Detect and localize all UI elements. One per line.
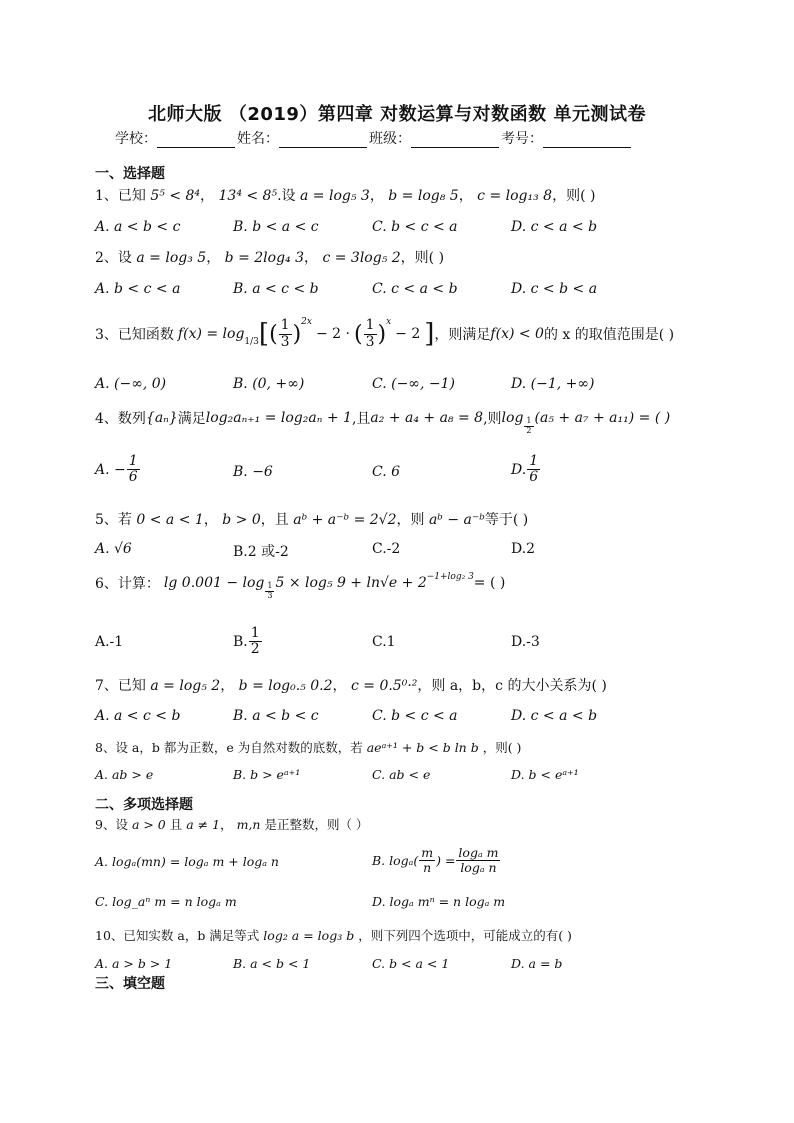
- option-c[interactable]: C. c < a < b: [372, 281, 458, 297]
- question-7: 7、已知 a = log₅ 2， b = log₀.₅ 0.2， c = 0.5⁰·²，则 a，b，c 的大小关系为( ): [95, 678, 607, 694]
- page-title: 北师大版 （2019）第四章 对数运算与对数函数 单元测试卷: [148, 104, 646, 125]
- section-multi-choice-heading: 二、多项选择题: [95, 797, 193, 813]
- option-a[interactable]: A. − $\frac{1}{6}$: [95, 453, 138, 486]
- option-c[interactable]: C. 6: [372, 464, 401, 480]
- number-blank[interactable]: [543, 131, 631, 148]
- option-a[interactable]: A. b < c < a: [95, 281, 181, 297]
- question-4: 4、数列 {aₙ} 满足 log₂aₙ₊₁ = log₂aₙ + 1 ,且 a₂ + a₄ + a₈ = 8 ,则 log $\frac{1}{2}$ (a₅ + a₇ + a₁₁) = ( ): [95, 410, 671, 435]
- school-blank[interactable]: [157, 131, 235, 148]
- question-8: 8、设 a，b 都为正数，e 为自然对数的底数，若 aeᵃ⁺¹ + b < b ln b ，则( ): [95, 740, 522, 755]
- option-a[interactable]: A. a > b > 1: [95, 956, 173, 971]
- option-b[interactable]: B. a < b < c: [233, 708, 319, 724]
- option-b[interactable]: B. b < a < c: [233, 219, 319, 235]
- option-c[interactable]: C. b < a < 1: [372, 956, 450, 971]
- question-7-options: [95, 708, 695, 736]
- question-5-options: [95, 541, 695, 569]
- option-a[interactable]: A. √6: [95, 541, 132, 557]
- option-b[interactable]: B. a < c < b: [233, 281, 319, 297]
- option-b[interactable]: B. (0, +∞): [233, 376, 305, 392]
- section-fill-blank-heading: 三、填空题: [95, 976, 165, 992]
- option-d[interactable]: D. b < eᵃ⁺¹: [511, 767, 579, 782]
- class-label: 班级：: [369, 131, 411, 147]
- question-9: 9、设 a > 0 且 a ≠ 1， m,n 是正整数，则（ ）: [95, 817, 369, 832]
- question-3-options: [95, 376, 695, 404]
- question-8-options: [95, 767, 695, 795]
- option-b[interactable]: B.2 或-2: [233, 544, 289, 560]
- section-choice-heading: 一、选择题: [95, 166, 165, 182]
- question-1-options: [95, 219, 695, 247]
- option-a[interactable]: A. a < b < c: [95, 219, 181, 235]
- option-a[interactable]: A. logₐ(mn) = logₐ m + logₐ n: [95, 854, 279, 869]
- option-d[interactable]: D. $\frac{1}{6}$: [511, 453, 539, 486]
- option-c[interactable]: C.-2: [372, 541, 401, 557]
- name-blank[interactable]: [279, 131, 367, 148]
- question-6: 6、计算： lg 0.001 − log $\frac{1}{3}$ 5 × log₅ 9 + ln√e + 2 $^{-1+log_2 3}$ = ( ): [95, 572, 506, 600]
- question-10-options: [95, 956, 695, 984]
- option-d[interactable]: D. (−1, +∞): [511, 376, 595, 392]
- option-b[interactable]: B. b > eᵃ⁺¹: [233, 767, 301, 782]
- option-c[interactable]: C. log_aⁿ m = n logₐ m: [95, 894, 237, 909]
- number-label: 考号：: [501, 131, 543, 147]
- option-c[interactable]: C. b < c < a: [372, 708, 458, 724]
- question-4-options: [95, 454, 695, 494]
- question-1: 1、已知 5⁵ < 8⁴， 13⁴ < 8⁵.设 a = log₅ 3， b = log₈ 5， c = log₁₃ 8，则( ): [95, 188, 596, 204]
- question-6-options: [95, 626, 695, 666]
- option-d[interactable]: D. a = b: [511, 956, 563, 971]
- option-a[interactable]: A. a < c < b: [95, 708, 181, 724]
- option-c[interactable]: C. b < c < a: [372, 219, 458, 235]
- option-d[interactable]: D. c < a < b: [511, 708, 598, 724]
- option-d[interactable]: D. c < a < b: [511, 219, 598, 235]
- option-b[interactable]: B. $\frac{1}{2}$: [233, 625, 260, 658]
- option-d[interactable]: D. logₐ mⁿ = n logₐ m: [372, 894, 506, 909]
- option-c[interactable]: C. ab < e: [372, 767, 431, 782]
- option-a[interactable]: A. (−∞, 0): [95, 376, 167, 392]
- question-5: 5、若 0 < a < 1， b > 0，且 aᵇ + a⁻ᵇ = 2√2，则 aᵇ − a⁻ᵇ等于( ): [95, 512, 529, 528]
- option-b[interactable]: B. −6: [233, 464, 273, 480]
- name-label: 姓名：: [237, 131, 279, 147]
- question-9-options-row-1: [95, 846, 695, 886]
- school-label: 学校：: [115, 131, 157, 147]
- question-2: 2、设 a = log₃ 5， b = 2log₄ 3， c = 3log₅ 2，则( ): [95, 250, 445, 266]
- option-a[interactable]: A. ab > e: [95, 767, 154, 782]
- option-b[interactable]: B. logₐ( $\frac{m}{n}$ ) = $\frac{\text{logₐ m}}{\text{logₐ n}}$: [372, 845, 499, 875]
- student-info-row: [115, 128, 633, 148]
- question-10: 10、已知实数 a，b 满足等式 log₂ a = log₃ b ，则下列四个选项中，可能成立的有( ): [95, 928, 572, 943]
- option-c[interactable]: C. (−∞, −1): [372, 376, 455, 392]
- option-c[interactable]: C.1: [372, 634, 396, 650]
- option-d[interactable]: D. c < b < a: [511, 281, 598, 297]
- question-9-options-row-2: [95, 894, 695, 916]
- class-blank[interactable]: [411, 131, 499, 148]
- option-d[interactable]: D.-3: [511, 634, 540, 650]
- option-b[interactable]: B. a < b < 1: [233, 956, 311, 971]
- option-a[interactable]: A.-1: [95, 634, 124, 650]
- question-2-options: [95, 281, 695, 309]
- question-3: 3、已知函数 f(x) = log 1/3 [ ( $\frac{1}{3}$ ) $^{2x}$ − 2 · ( $\frac{1}{3}$ ) $^x$ − 2 ] ，则满足 f(x) < 0 的 x 的取值范围是( ): [95, 317, 675, 350]
- option-d[interactable]: D.2: [511, 541, 536, 557]
